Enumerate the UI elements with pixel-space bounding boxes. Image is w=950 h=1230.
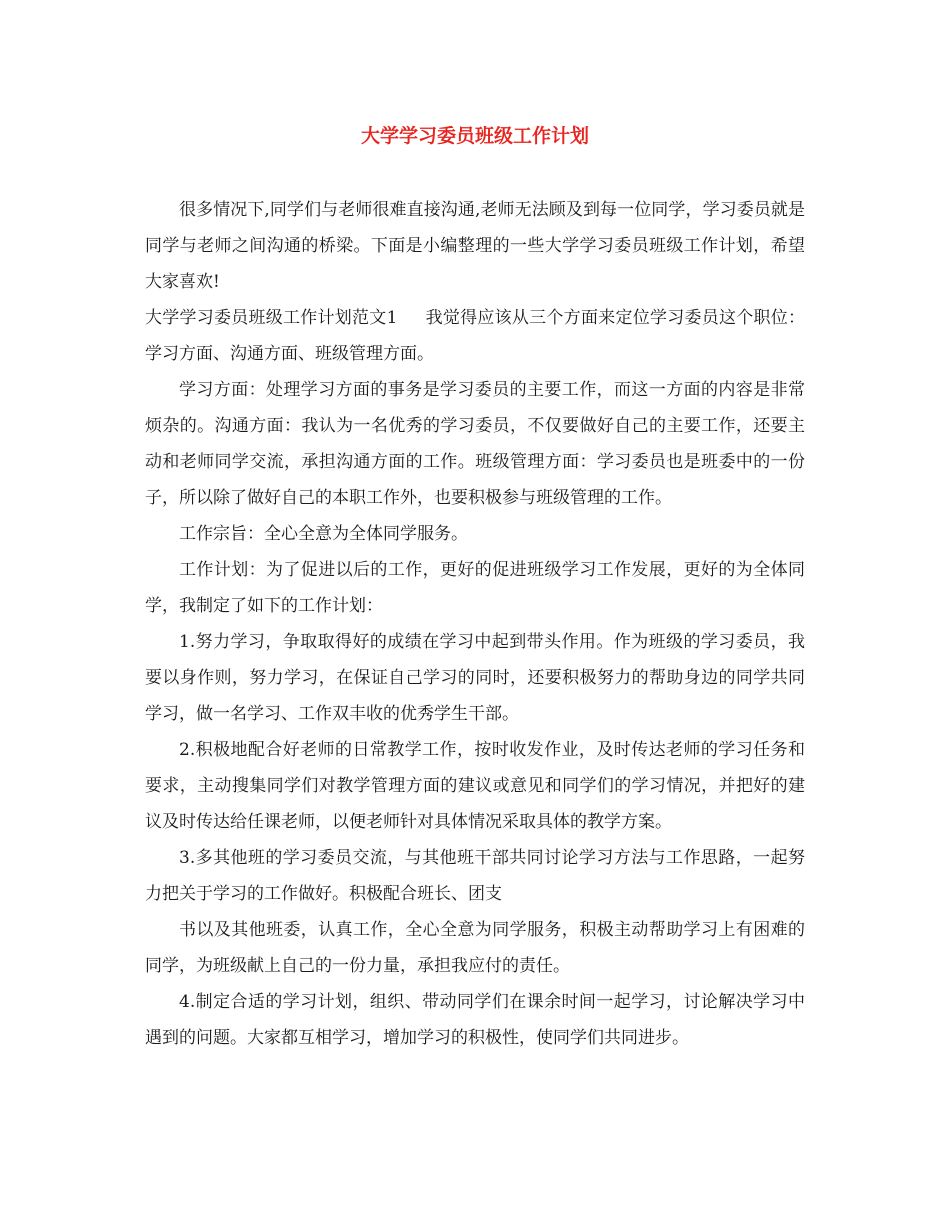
paragraph-purpose: 工作宗旨：全心全意为全体同学服务。 xyxy=(179,524,468,544)
paragraph-aspects: 学习方面：处理学习方面的事务是学习委员的主要工作，而这一方面的内容是非常烦杂的。沟通方面：我认为一名优秀的学习委员，不仅要做好自己的主要工作，还要主动和老师同学交流，承担沟通方面的工作。班级管理方面：学习委员也是班委中的一份子，所以除了做好自己的本职工作外，也要积极参与班级管理的工作。 xyxy=(145,380,805,508)
paragraph-item-3: 3.多其他班的学习委员交流，与其他班干部共同讨论学习方法与工作思路，一起努力把关于学习的工作做好。积极配合班长、团支 xyxy=(145,848,805,904)
paragraph-intro: 很多情况下,同学们与老师很难直接沟通,老师无法顾及到每一位同学，学习委员就是同学与老师之间沟通的桥梁。下面是小编整理的一些大学学习委员班级工作计划，希望大家喜欢! xyxy=(145,200,805,292)
sample-1-text: 我觉得应该从三个方面来定位学习委员这个职位：学习方面、沟通方面、班级管理方面。 xyxy=(145,308,805,364)
paragraph-plan: 工作计划：为了促进以后的工作，更好的促进班级学习工作发展，更好的为全体同学，我制定了如下的工作计划： xyxy=(145,560,805,616)
document-body xyxy=(145,192,805,1056)
paragraph-item-3-cont: 书以及其他班委，认真工作，全心全意为同学服务，积极主动帮助学习上有困难的同学，为班级献上自己的一份力量，承担我应付的责任。 xyxy=(145,920,805,976)
paragraph-item-2: 2.积极地配合好老师的日常教学工作，按时收发作业，及时传达老师的学习任务和要求，主动搜集同学们对教学管理方面的建议或意见和同学们的学习情况，并把好的建议及时传达给任课老师，以便老师针对具体情况采取具体的教学方案。 xyxy=(145,740,805,832)
paragraph-sample-1 xyxy=(145,300,805,372)
paragraph-item-1: 1.努力学习，争取取得好的成绩在学习中起到带头作用。作为班级的学习委员，我要以身作则，努力学习，在保证自己学习的同时，还要积极努力的帮助身边的同学共同学习，做一名学习、工作双丰收的优秀学生干部。 xyxy=(145,632,805,724)
paragraph-item-4: 4.制定合适的学习计划，组织、带动同学们在课余时间一起学习，讨论解决学习中遇到的问题。大家都互相学习，增加学习的积极性，使同学们共同进步。 xyxy=(145,992,805,1048)
document-title: 大学学习委员班级工作计划 xyxy=(360,125,589,147)
sample-heading: 大学学习委员班级工作计划范文1 xyxy=(145,308,398,328)
